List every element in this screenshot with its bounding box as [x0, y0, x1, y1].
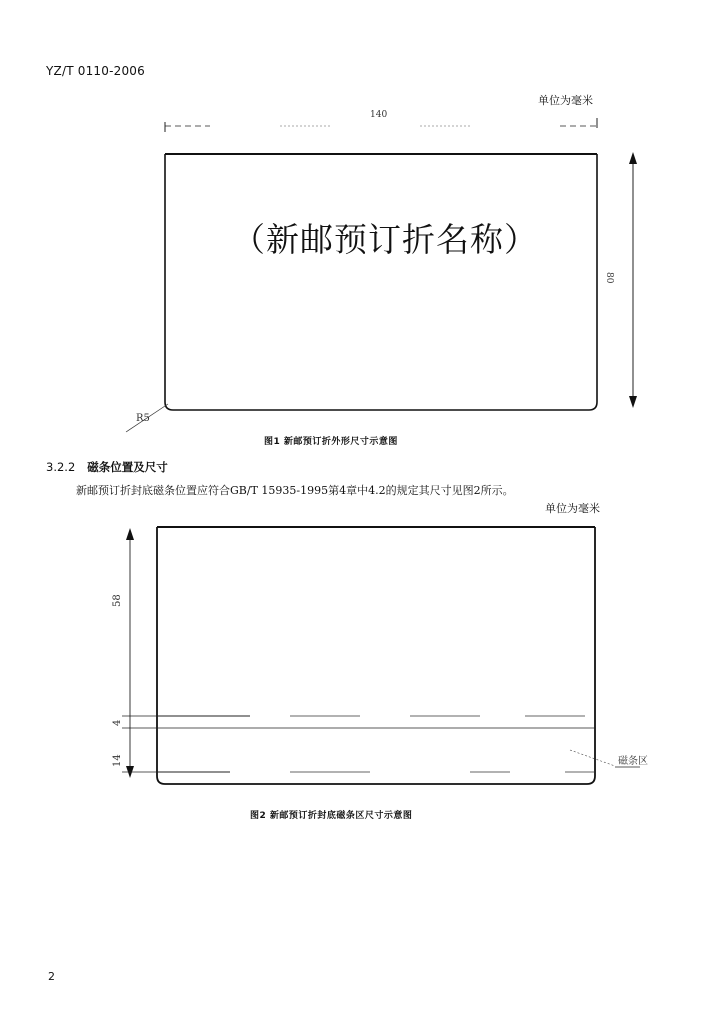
figure2-dimension-14: 14: [112, 754, 123, 767]
figure1-unit-note: 单位为毫米: [538, 94, 593, 107]
section-title: 磁条位置及尺寸: [87, 460, 168, 474]
section-heading: [46, 459, 168, 475]
figure2-caption: 图2 新邮预订折封底磁条区尺寸示意图: [250, 811, 413, 821]
section-number: 3.2.2: [46, 460, 76, 474]
figure2-stripe-label: 磁条区: [618, 756, 648, 767]
standard-code: YZ/T 0110-2006: [46, 64, 145, 78]
figure2-dimension-4: 4: [112, 719, 123, 726]
figure1-card-outline: [165, 154, 597, 410]
figure2-card-outline: [157, 527, 595, 784]
figure1-card-title: （新邮预订折名称）: [232, 220, 538, 259]
figure2-unit-note: 单位为毫米: [545, 502, 600, 515]
figure1-width-dimension: 140: [370, 110, 388, 120]
figure2-dimension-58: 58: [112, 594, 123, 607]
figure1-height-dimension: 80: [604, 272, 614, 284]
section-paragraph: 新邮预订折封底磁条位置应符合GB/T 15935-1995第4章中4.2的规定其尺寸见图2所示。: [76, 484, 514, 497]
figure1-caption: 图1 新邮预订折外形尺寸示意图: [264, 437, 398, 447]
page-number: 2: [48, 970, 55, 983]
figure1-corner-radius: R5: [136, 413, 150, 424]
